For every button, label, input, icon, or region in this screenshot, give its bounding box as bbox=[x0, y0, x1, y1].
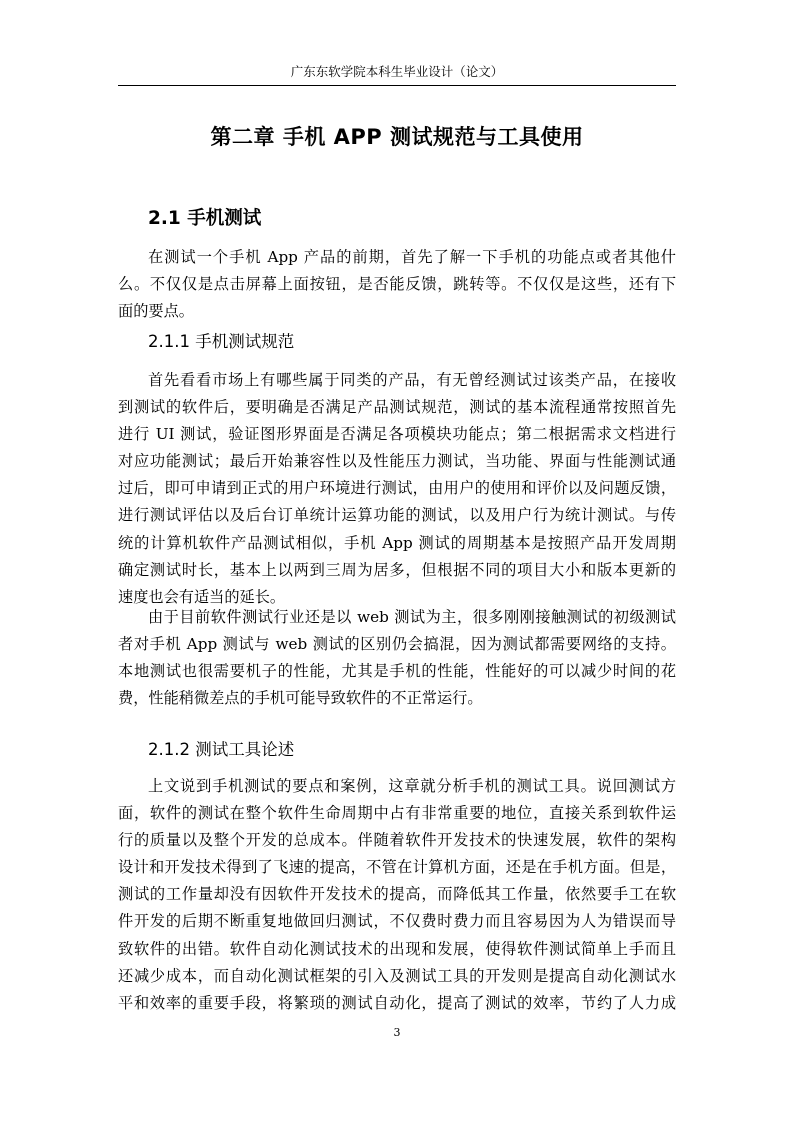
text-line: 平和效率的重要手段，将繁琐的测试自动化，提高了测试的效率，节约了人力成 bbox=[118, 993, 676, 1012]
text-line: 首先看看市场上有哪些属于同类的产品，有无曾经测试过该类产品，在接收 bbox=[148, 371, 676, 389]
page-number: 3 bbox=[393, 1026, 401, 1039]
text-line: 到测试的软件后，要明确是否满足产品测试规范，测试的基本流程通常按照首先 bbox=[118, 398, 676, 417]
text-line: 过后，即可申请到正式的用户环境进行测试，由用户的使用和评价以及问题反馈， bbox=[118, 479, 676, 498]
text-line: 行的质量以及整个开发的总成本。伴随着软件开发技术的快速发展，软件的架构 bbox=[118, 831, 676, 850]
text-line: 确定测试时长，基本上以两到三周为居多，但根据不同的项目大小和版本更新的 bbox=[118, 560, 676, 579]
text-line: 面，软件的测试在整个软件生命周期中占有非常重要的地位，直接关系到软件运 bbox=[118, 804, 676, 823]
text-line: 由于目前软件测试行业还是以 web 测试为主，很多刚刚接触测试的初级测试 bbox=[148, 608, 676, 626]
text-line: 测试的工作量却没有因软件开发技术的提高，而降低其工作量，依然要手工在软 bbox=[118, 885, 676, 904]
text-line: 致软件的出错。软件自动化测试技术的出现和发展，使得软件测试简单上手而且 bbox=[118, 939, 676, 958]
text-line: 么。不仅仅是点击屏幕上面按钮，是否能反馈，跳转等。不仅仅是这些，还有下 bbox=[118, 275, 676, 294]
section-heading-2-1-2: 2.1.2 测试工具论述 bbox=[148, 740, 295, 759]
text-line: 对应功能测试；最后开始兼容性以及性能压力测试，当功能、界面与性能测试通 bbox=[118, 452, 676, 471]
header-rule bbox=[118, 85, 676, 86]
text-line: 还减少成本，而自动化测试框架的引入及测试工具的开发则是提高自动化测试水 bbox=[118, 966, 676, 985]
text-line: 本地测试也很需要机子的性能，尤其是手机的性能，性能好的可以减少时间的花 bbox=[118, 662, 676, 681]
text-line: 进行 UI 测试，验证图形界面是否满足各项模块功能点；第二根据需求文档进行 bbox=[118, 425, 676, 444]
text-line: 设计和开发技术得到了飞速的提高，不管在计算机方面，还是在手机方面。但是， bbox=[118, 858, 676, 877]
section-2-1-1-paragraph-2 bbox=[118, 604, 676, 712]
chapter-title: 第二章 手机 APP 测试规范与工具使用 bbox=[210, 125, 584, 149]
text-line: 进行测试评估以及后台订单统计运算功能的测试，以及用户行为统计测试。与传 bbox=[118, 506, 676, 525]
section-2-1-paragraph-1 bbox=[118, 244, 676, 325]
section-heading-2-1: 2.1 手机测试 bbox=[148, 208, 262, 229]
section-2-1-2-paragraph-1 bbox=[118, 773, 676, 1017]
text-line: 面的要点。 bbox=[118, 302, 194, 321]
section-2-1-1-paragraph-1 bbox=[118, 367, 676, 611]
section-heading-2-1-1: 2.1.1 手机测试规范 bbox=[148, 332, 295, 351]
running-header: 广东东软学院本科生毕业设计（论文） bbox=[290, 64, 504, 79]
text-line: 统的计算机软件产品测试相似，手机 App 测试的周期基本是按照产品开发周期 bbox=[118, 533, 676, 552]
text-line: 件开发的后期不断重复地做回归测试，不仅费时费力而且容易因为人为错误而导 bbox=[118, 912, 676, 931]
text-line: 者对手机 App 测试与 web 测试的区别仍会搞混，因为测试都需要网络的支持。 bbox=[118, 635, 676, 654]
text-line: 速度也会有适当的延长。 bbox=[118, 587, 286, 606]
text-line: 上文说到手机测试的要点和案例，这章就分析手机的测试工具。说回测试方 bbox=[148, 777, 676, 795]
text-line: 费，性能稍微差点的手机可能导致软件的不正常运行。 bbox=[118, 689, 483, 708]
text-line: 在测试一个手机 App 产品的前期，首先了解一下手机的功能点或者其他什 bbox=[148, 248, 676, 266]
